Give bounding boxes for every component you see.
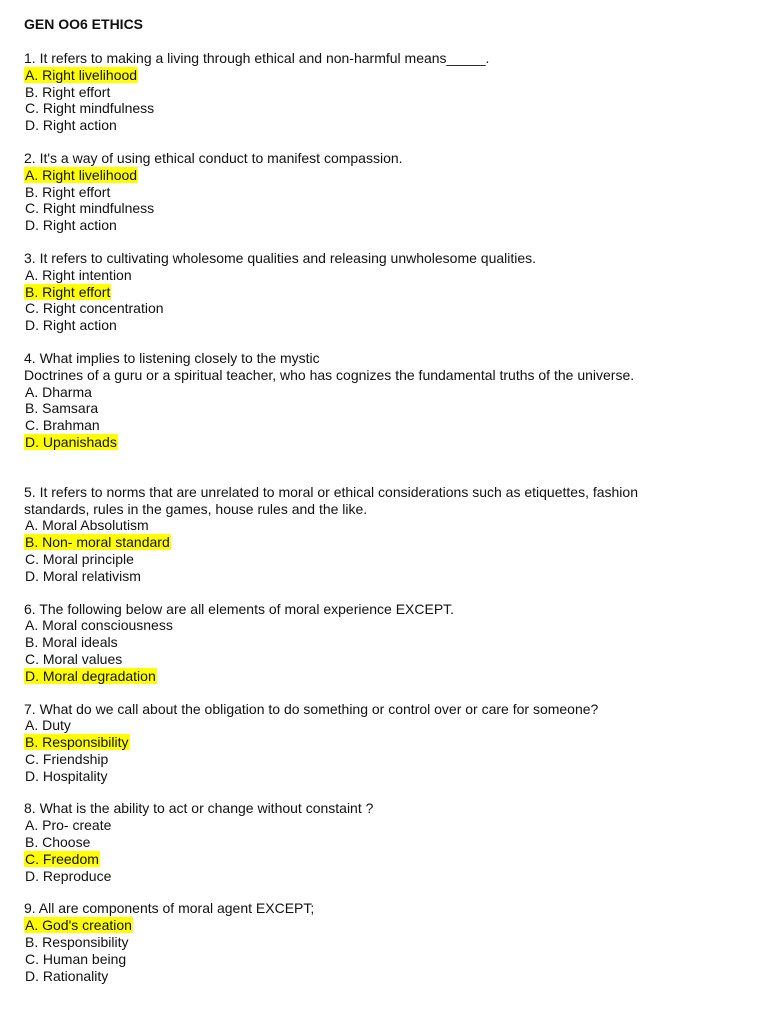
question-3 bbox=[24, 250, 744, 334]
answer-option-highlighted bbox=[24, 851, 744, 868]
answer-option bbox=[24, 568, 744, 585]
answer-option-text: D. Upanishads bbox=[25, 433, 117, 450]
answer-option-text: C. Right mindfulness bbox=[25, 100, 155, 117]
question-text: 7. What do we call about the obligation to do something or control over or care for someone? bbox=[24, 700, 599, 717]
answer-option-text: C. Human being bbox=[25, 950, 127, 967]
answer-option bbox=[24, 400, 744, 417]
answer-option-text: C. Moral values bbox=[25, 650, 123, 667]
answer-option-highlighted bbox=[24, 734, 744, 751]
answer-option-text: C. Right concentration bbox=[25, 300, 164, 317]
question-list bbox=[24, 50, 744, 984]
question-text: 8. What is the ability to act or change without constaint ? bbox=[24, 800, 374, 817]
question-6 bbox=[24, 601, 744, 685]
answer-option bbox=[24, 951, 744, 968]
answer-option-text: D. Reproduce bbox=[25, 867, 112, 884]
answer-option-text: D. Hospitality bbox=[25, 767, 108, 784]
answer-option bbox=[24, 517, 744, 534]
answer-option-highlighted bbox=[24, 917, 744, 934]
answer-option bbox=[24, 217, 744, 234]
answer-option-text: B. Choose bbox=[25, 834, 91, 851]
answer-option bbox=[24, 384, 744, 401]
question-9 bbox=[24, 900, 744, 984]
answer-option bbox=[24, 934, 744, 951]
answer-option bbox=[24, 100, 744, 117]
answer-option bbox=[24, 317, 744, 334]
answer-option bbox=[24, 300, 744, 317]
answer-option bbox=[24, 417, 744, 434]
question-text: 5. It refers to norms that are unrelated to moral or ethical considerations such as etiquettes, fashion bbox=[24, 483, 638, 500]
answer-option-text: B. Right effort bbox=[25, 83, 111, 100]
answer-option-text: A. Right livelihood bbox=[25, 66, 138, 83]
answer-option-text: D. Rationality bbox=[25, 967, 109, 984]
answer-option-text: D. Right action bbox=[25, 317, 117, 334]
answer-option-text: D. Right action bbox=[25, 217, 117, 234]
answer-option-text: B. Responsibility bbox=[25, 734, 129, 751]
answer-option bbox=[24, 617, 744, 634]
question-text: 4. What implies to listening closely to the mystic bbox=[24, 349, 320, 366]
answer-option bbox=[24, 267, 744, 284]
answer-option-text: B. Right effort bbox=[25, 283, 111, 300]
answer-option-text: A. God's creation bbox=[25, 917, 132, 934]
answer-option bbox=[24, 817, 744, 834]
question-7 bbox=[24, 701, 744, 785]
answer-option-text: D. Right action bbox=[25, 117, 117, 134]
question-text: standards, rules in the games, house rules and the like. bbox=[24, 500, 368, 517]
answer-option-text: A. Pro- create bbox=[25, 817, 112, 834]
answer-option-text: A. Moral consciousness bbox=[25, 617, 173, 634]
answer-option bbox=[24, 84, 744, 101]
answer-option-text: B. Samsara bbox=[25, 400, 99, 417]
answer-option-highlighted bbox=[24, 434, 744, 451]
question-text: 2. It's a way of using ethical conduct to manifest compassion. bbox=[24, 149, 403, 166]
answer-option-text: C. Brahman bbox=[25, 417, 100, 434]
answer-option-text: C. Right mindfulness bbox=[25, 200, 155, 217]
question-text: 3. It refers to cultivating wholesome qualities and releasing unwholesome qualities. bbox=[24, 249, 537, 266]
answer-option-text: A. Dharma bbox=[25, 383, 92, 400]
answer-option bbox=[24, 968, 744, 985]
answer-option-text: C. Friendship bbox=[25, 750, 109, 767]
answer-option bbox=[24, 717, 744, 734]
answer-option-text: B. Non- moral standard bbox=[25, 534, 170, 551]
question-text: Doctrines of a guru or a spiritual teacher, who has cognizes the fundamental truths of the universe. bbox=[24, 366, 635, 383]
answer-option-text: B. Responsibility bbox=[25, 934, 129, 951]
answer-option bbox=[24, 184, 744, 201]
answer-option bbox=[24, 651, 744, 668]
answer-option bbox=[24, 200, 744, 217]
answer-option bbox=[24, 551, 744, 568]
document-title: GEN OO6 ETHICS bbox=[24, 16, 144, 32]
answer-option bbox=[24, 634, 744, 651]
question-text: 1. It refers to making a living through ethical and non-harmful means_____. bbox=[24, 50, 490, 66]
answer-option-text: A. Right intention bbox=[25, 266, 132, 283]
answer-option-text: A. Moral Absolutism bbox=[25, 517, 149, 534]
answer-option-text: A. Right livelihood bbox=[25, 166, 138, 183]
answer-option bbox=[24, 751, 744, 768]
answer-option-text: B. Moral ideals bbox=[25, 634, 118, 651]
answer-option bbox=[24, 117, 744, 134]
answer-option-text: D. Moral degradation bbox=[25, 667, 156, 684]
answer-option-text: C. Freedom bbox=[25, 850, 99, 867]
question-text: 6. The following below are all elements of moral experience EXCEPT. bbox=[24, 600, 455, 617]
question-8 bbox=[24, 800, 744, 884]
answer-option-text: B. Right effort bbox=[25, 183, 111, 200]
answer-option-highlighted bbox=[24, 668, 744, 685]
answer-option-highlighted bbox=[24, 534, 744, 551]
question-4 bbox=[24, 350, 744, 451]
answer-option bbox=[24, 868, 744, 885]
answer-option-highlighted bbox=[24, 167, 744, 184]
answer-option-text: C. Moral principle bbox=[25, 550, 134, 567]
answer-option-text: A. Duty bbox=[25, 717, 71, 734]
question-5 bbox=[24, 484, 744, 585]
answer-option bbox=[24, 834, 744, 851]
question-2 bbox=[24, 150, 744, 234]
question-1 bbox=[24, 50, 744, 134]
question-text: 9. All are components of moral agent EXCEPT; bbox=[24, 900, 315, 917]
answer-option-highlighted bbox=[24, 67, 744, 84]
answer-option-highlighted bbox=[24, 284, 744, 301]
answer-option bbox=[24, 768, 744, 785]
answer-option-text: D. Moral relativism bbox=[25, 567, 141, 584]
